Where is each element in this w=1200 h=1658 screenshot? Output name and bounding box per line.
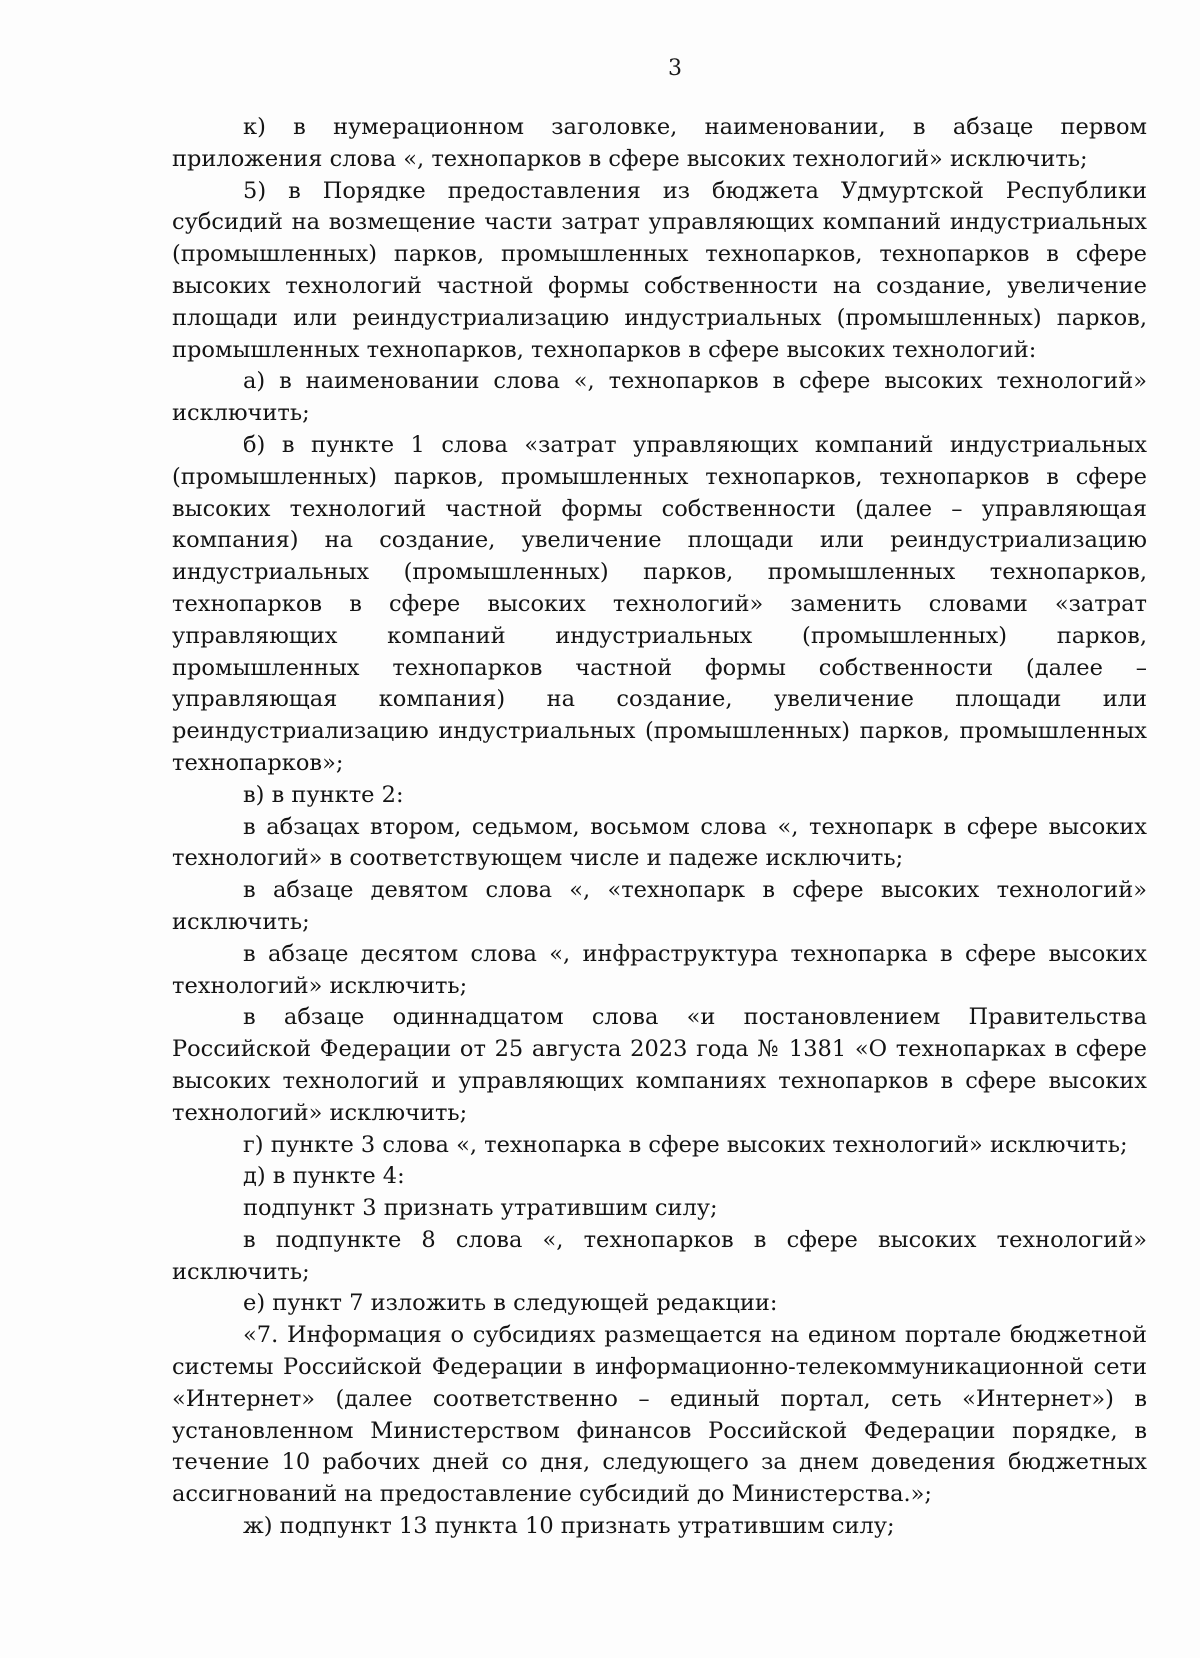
paragraph-v: в) в пункте 2:	[243, 781, 404, 808]
paragraph-b: б) в пункте 1 слова «затрат управляющих компаний индустриальных (промышленных) парков, промышленных технопарков, технопарков в сфере высоких технологий частной формы собственности (далее – управляющая компания) на создание, увеличение площади или реиндустриализацию индустриальных (промышленных) парков, промышленных технопарков, технопарков в сфере высоких технологий» заменить словами «затрат управляющих компаний индустриальных (промышленных) парков, промышленных технопарков частной формы собственности (далее – управляющая компания) на создание, увеличение площади или реиндустриализацию индустриальных (промышленных) парков, промышленных технопарков»;	[172, 431, 1147, 776]
paragraph-k: к) в нумерационном заголовке, наименовании, в абзаце первом приложения слова «, технопарков в сфере высоких технологий» исключить;	[172, 114, 1147, 172]
paragraph-g: г) пункте 3 слова «, технопарка в сфере высоких технологий» исключить;	[243, 1131, 1128, 1158]
page-number: 3	[668, 56, 682, 81]
paragraph-v-abz-11: в абзаце одиннадцатом слова «и постановлением Правительства Российской Федерации от 25 августа 2023 года № 1381 «О технопарках в сфере высоких технологий и управляющих компаниях технопарков в сфере высоких технологий» исключить;	[172, 1004, 1147, 1126]
paragraph-e: е) пункт 7 изложить в следующей редакции:	[243, 1290, 778, 1317]
paragraph-e-text: «7. Информация о субсидиях размещается на едином портале бюджетной системы Российской Федерации в информационно-телекоммуникационной сети «Интернет» (далее соответственно – единый портал, сеть «Интернет») в установленном Министерством финансов Российской Федерации порядке, в течение 10 рабочих дней со дня, следующего за днем доведения бюджетных ассигнований на предоставление субсидий до Министерства.»;	[172, 1322, 1147, 1508]
paragraph-d-pp-8: в подпункте 8 слова «, технопарков в сфере высоких технологий» исключить;	[172, 1226, 1147, 1285]
paragraph-v-abz-2-7-8: в абзацах втором, седьмом, восьмом слова «, технопарк в сфере высоких технологий» в соответствующем числе и падеже исключить;	[172, 813, 1147, 872]
paragraph-zh: ж) подпункт 13 пункта 10 признать утратившим силу;	[243, 1513, 895, 1540]
paragraph-a: а) в наименовании слова «, технопарков в сфере высоких технологий» исключить;	[172, 368, 1147, 427]
paragraph-d-pp-3: подпункт 3 признать утратившим силу;	[243, 1195, 718, 1222]
paragraph-v-abz-9: в абзаце девятом слова «, «технопарк в сфере высоких технологий» исключить;	[172, 877, 1147, 935]
paragraph-v-abz-10: в абзаце десятом слова «, инфраструктура технопарка в сфере высоких технологий» исключить;	[172, 940, 1147, 999]
paragraph-5: 5) в Порядке предоставления из бюджета Удмуртской Республики субсидий на возмещение части затрат управляющих компаний индустриальных (промышленных) парков, промышленных технопарков, технопарков в сфере высоких технологий частной формы собственности на создание, увеличение площади или реиндустриализацию индустриальных (промышленных) парков, промышленных технопарков, технопарков в сфере высоких технологий:	[172, 177, 1147, 363]
document-body	[172, 112, 1147, 1543]
paragraph-d: д) в пункте 4:	[243, 1163, 405, 1190]
